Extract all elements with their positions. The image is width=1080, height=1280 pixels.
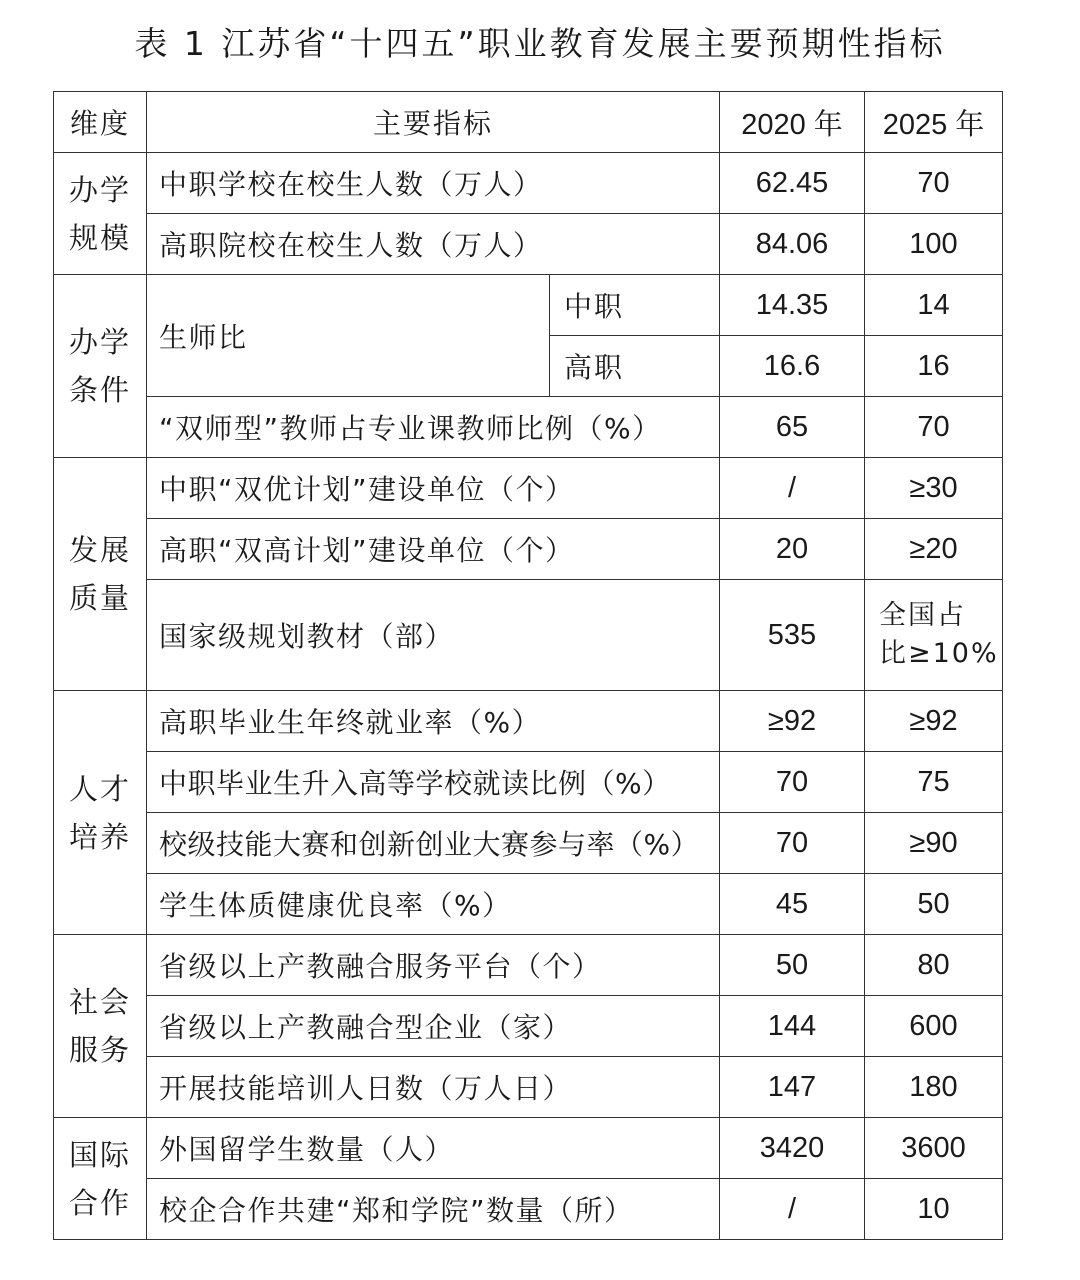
table-row	[54, 580, 1003, 691]
row-value-2025: 70	[865, 397, 1003, 458]
row-indicator: 中职学校在校生人数（万人）	[147, 153, 720, 214]
row-value-2020: ≥92	[720, 691, 865, 752]
row-value-2020: /	[720, 458, 865, 519]
row-value-2020: 144	[720, 996, 865, 1057]
row-value-2025: 80	[865, 935, 1003, 996]
row-value-2020: 20	[720, 519, 865, 580]
group-talent: 人才 培养	[54, 691, 147, 935]
row-value-2025: 16	[865, 336, 1003, 397]
row-value-2025: 180	[865, 1057, 1003, 1118]
table-row	[54, 752, 1003, 813]
row-value-2020: 3420	[720, 1118, 865, 1179]
row-value-2025: 14	[865, 275, 1003, 336]
table-row	[54, 1179, 1003, 1240]
row-value-2020: 45	[720, 874, 865, 935]
row-indicator: 省级以上产教融合型企业（家）	[147, 996, 720, 1057]
table-row	[54, 996, 1003, 1057]
header-indicator: 主要指标	[147, 92, 720, 153]
table-row	[54, 275, 1003, 336]
row-sub-label: 中职	[550, 275, 720, 336]
table-row	[54, 519, 1003, 580]
row-indicator: 中职“双优计划”建设单位（个）	[147, 458, 720, 519]
row-value-2020: 16.6	[720, 336, 865, 397]
row-indicator: 校级技能大赛和创新创业大赛参与率（%）	[147, 813, 720, 874]
table-row	[54, 874, 1003, 935]
row-value-2025: 50	[865, 874, 1003, 935]
row-indicator: 开展技能培训人日数（万人日）	[147, 1057, 720, 1118]
row-value-2025: 3600	[865, 1118, 1003, 1179]
row-value-2020: 147	[720, 1057, 865, 1118]
table-title: 表 1 江苏省“十四五”职业教育发展主要预期性指标	[134, 24, 946, 63]
group-international: 国际 合作	[54, 1118, 147, 1240]
table-row	[54, 397, 1003, 458]
header-2025: 2025 年	[865, 92, 1003, 153]
row-value-2020: 70	[720, 813, 865, 874]
header-row	[54, 92, 1003, 153]
table-row	[54, 153, 1003, 214]
row-value-2025: ≥90	[865, 813, 1003, 874]
table-row	[54, 691, 1003, 752]
row-value-2020: 535	[720, 580, 865, 691]
row-value-2020: 50	[720, 935, 865, 996]
table-row	[54, 1057, 1003, 1118]
header-2020: 2020 年	[720, 92, 865, 153]
row-value-2020: 84.06	[720, 214, 865, 275]
row-sub-label: 高职	[550, 336, 720, 397]
row-indicator: 高职“双高计划”建设单位（个）	[147, 519, 720, 580]
table-row	[54, 813, 1003, 874]
row-value-2025: 600	[865, 996, 1003, 1057]
row-value-2020: 70	[720, 752, 865, 813]
group-conditions: 办学 条件	[54, 275, 147, 458]
header-dimension: 维度	[54, 92, 147, 153]
group-quality: 发展 质量	[54, 458, 147, 691]
row-indicator: 国家级规划教材（部）	[147, 580, 720, 691]
indicators-table	[53, 91, 1003, 1240]
table-row	[54, 458, 1003, 519]
row-indicator: 高职毕业生年终就业率（%）	[147, 691, 720, 752]
row-value-2025: 10	[865, 1179, 1003, 1240]
row-value-2025: 100	[865, 214, 1003, 275]
row-value-2025: 70	[865, 153, 1003, 214]
row-value-2025: ≥92	[865, 691, 1003, 752]
row-value-2025: ≥30	[865, 458, 1003, 519]
row-value-2020: /	[720, 1179, 865, 1240]
row-indicator: 学生体质健康优良率（%）	[147, 874, 720, 935]
table-row	[54, 214, 1003, 275]
row-indicator: 校企合作共建“郑和学院”数量（所）	[147, 1179, 720, 1240]
row-indicator: 生师比	[147, 275, 550, 397]
row-indicator: 省级以上产教融合服务平台（个）	[147, 935, 720, 996]
row-value-2025: 全国占 比≥10%	[865, 580, 1003, 691]
group-scale: 办学 规模	[54, 153, 147, 275]
row-value-2025: ≥20	[865, 519, 1003, 580]
row-value-2025: 75	[865, 752, 1003, 813]
table-row	[54, 1118, 1003, 1179]
group-service: 社会 服务	[54, 935, 147, 1118]
row-value-2020: 14.35	[720, 275, 865, 336]
row-indicator: 中职毕业生升入高等学校就读比例（%）	[147, 752, 720, 813]
row-indicator: 高职院校在校生人数（万人）	[147, 214, 720, 275]
row-value-2020: 62.45	[720, 153, 865, 214]
row-value-2020: 65	[720, 397, 865, 458]
row-indicator: “双师型”教师占专业课教师比例（%）	[147, 397, 720, 458]
row-indicator: 外国留学生数量（人）	[147, 1118, 720, 1179]
table-row	[54, 935, 1003, 996]
